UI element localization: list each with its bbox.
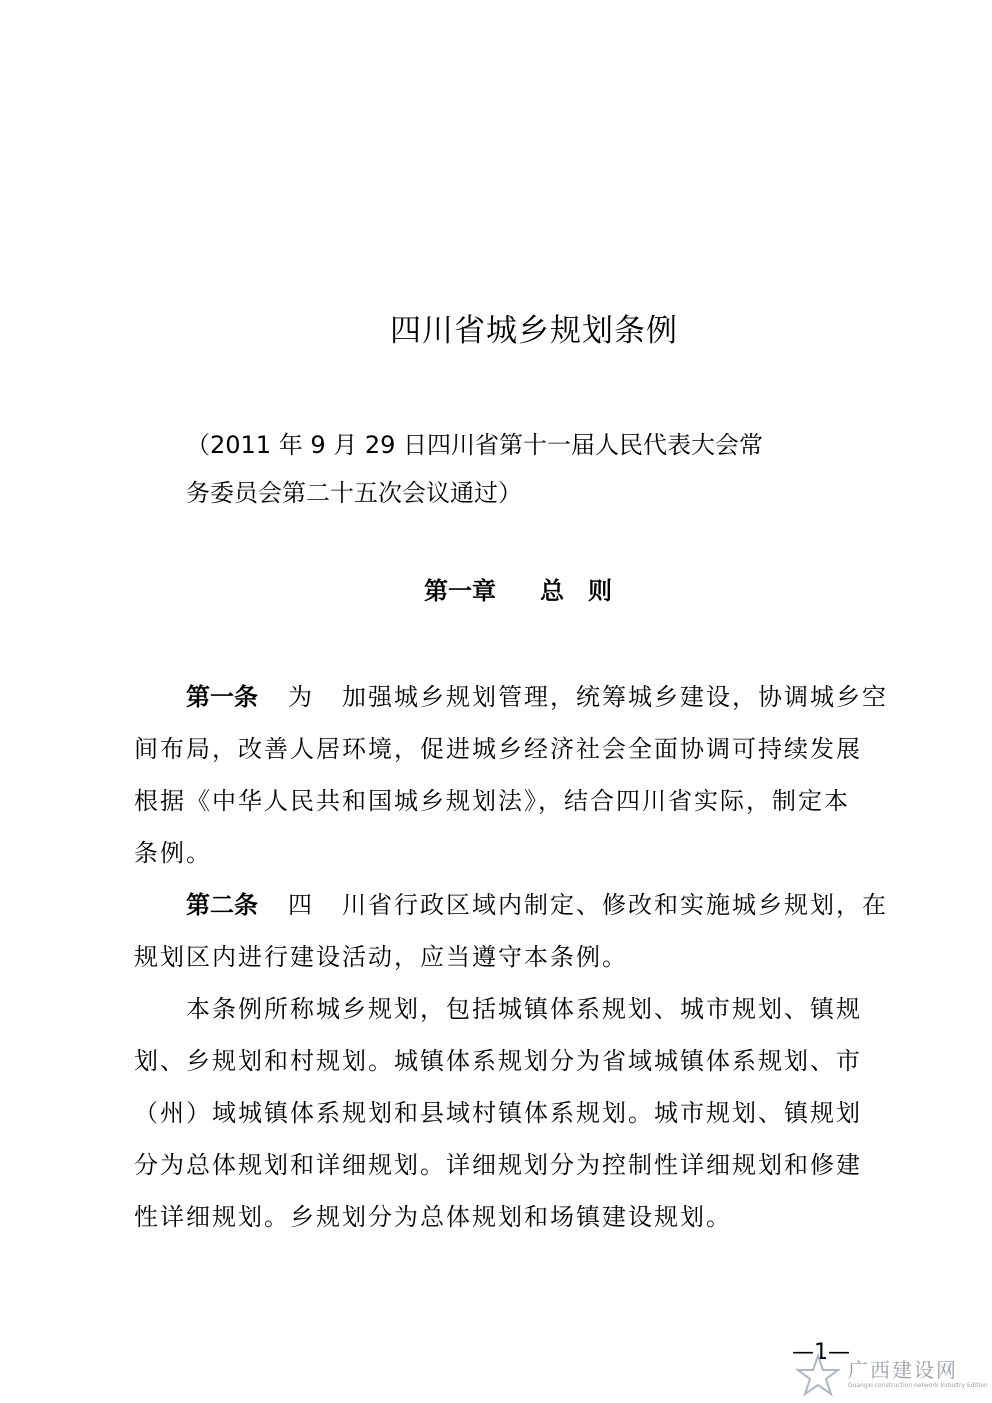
page-number: —1— — [792, 1340, 850, 1365]
article-1-line-1 — [186, 677, 888, 712]
article-1-label: 第一条 — [186, 683, 258, 711]
watermark — [790, 1352, 990, 1400]
paragraph-3-line-2: 划、乡规划和村规划。城镇体系规划分为省域城镇体系规划、市 — [134, 1047, 862, 1075]
article-1-text: 加强城乡规划管理，统筹城乡建设，协调城乡空 — [342, 683, 888, 711]
chapter-title-char-1: 总 — [540, 577, 564, 605]
watermark-subtitle: Guangxi construction network Industry Edition — [848, 1382, 988, 1389]
paragraph-3-line-5: 性详细规划。乡规划分为总体规划和场镇建设规划。 — [134, 1203, 732, 1231]
chapter-number: 第一章 — [424, 577, 496, 605]
article-2-line-1 — [186, 885, 888, 920]
chapter-title-char-2: 则 — [588, 577, 612, 605]
watermark-name: 广西建设网 — [848, 1358, 958, 1382]
article-2-line-2: 规划区内进行建设活动，应当遵守本条例。 — [134, 943, 628, 971]
document-title: 四川省城乡规划条例 — [390, 313, 678, 349]
adoption-note-line-2: 务委员会第二十五次会议通过） — [186, 479, 522, 507]
article-1-line-3: 根据《中华人民共和国城乡规划法》，结合四川省实际，制定本 — [134, 787, 850, 815]
paragraph-3-line-1: 本条例所称城乡规划，包括城镇体系规划、城市规划、镇规 — [186, 995, 862, 1023]
article-2-label: 第二条 — [186, 891, 258, 919]
article-1-line-4: 条例。 — [134, 839, 212, 867]
chapter-heading — [424, 571, 612, 606]
article-1-line-2: 间布局，改善人居环境，促进城乡经济社会全面协调可持续发展 — [134, 735, 862, 763]
paragraph-3-line-3: （州）域城镇体系规划和县域村镇体系规划。城市规划、镇规划 — [134, 1099, 862, 1127]
adoption-note-line-1: （2011 年 9 月 29 日四川省第十一届人民代表大会常 — [186, 431, 764, 459]
article-1-first-char: 为 — [288, 683, 314, 711]
star-logo-icon — [790, 1352, 846, 1400]
article-2-first-char: 四 — [288, 891, 314, 919]
article-2-text: 川省行政区域内制定、修改和实施城乡规划，在 — [342, 891, 888, 919]
paragraph-3-line-4: 分为总体规划和详细规划。详细规划分为控制性详细规划和修建 — [134, 1151, 862, 1179]
